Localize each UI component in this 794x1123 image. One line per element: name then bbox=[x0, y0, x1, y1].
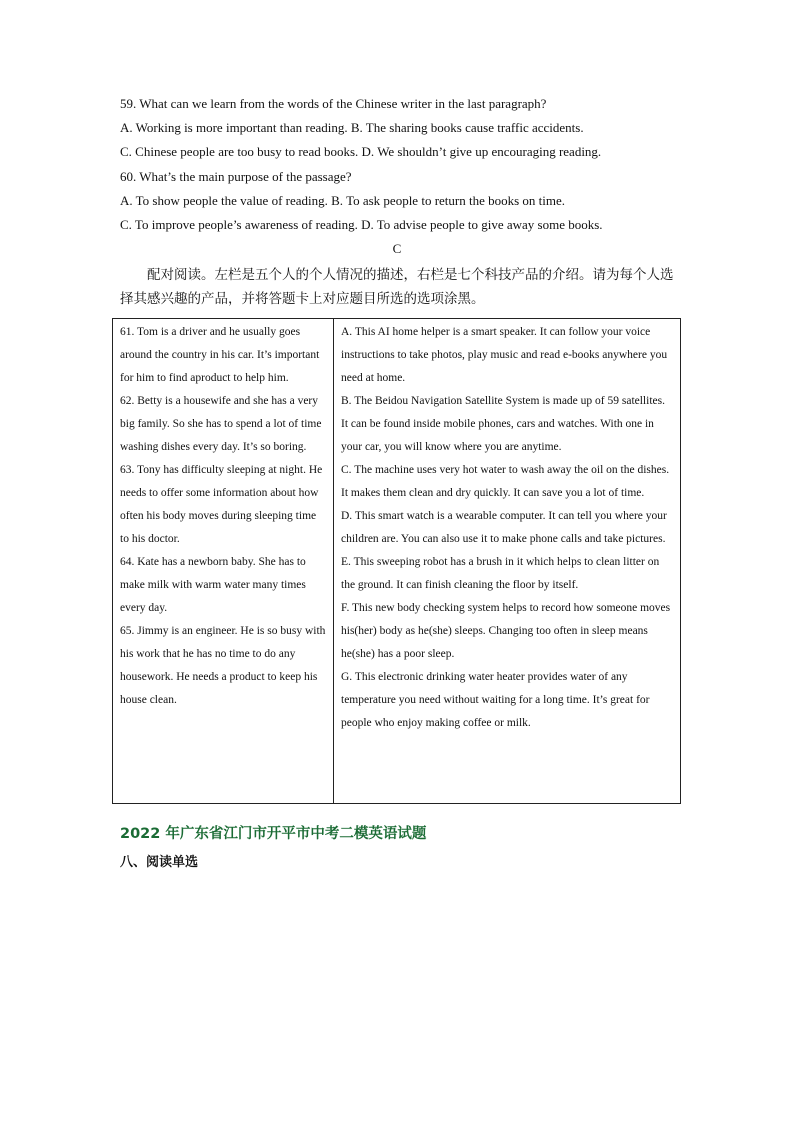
products-column bbox=[334, 319, 681, 804]
person-65: 65. Jimmy is an engineer. He is so busy with his work that he has no time to do any housework. He needs a product to keep his house clean. bbox=[120, 625, 326, 706]
product-f: F. This new body checking system helps to record how someone moves his(her) body as he(she) sleeps. Changing too often in sleep means he(she) has a poor sleep. bbox=[341, 602, 671, 660]
person-62: 62. Betty is a housewife and she has a very big family. So she has to spend a lot of time washing dishes every day. It’s so boring. bbox=[120, 395, 322, 453]
person-61: 61. Tom is a driver and he usually goes around the country in his car. It’s important for him to find aproduct to help him. bbox=[120, 326, 320, 384]
product-e: E. This sweeping robot has a brush in it which helps to clean litter on the ground. It can finish cleaning the floor by itself. bbox=[341, 556, 660, 591]
question-59: 59. What can we learn from the words of the Chinese writer in the last paragraph? bbox=[120, 96, 547, 111]
section-letter: C bbox=[392, 241, 402, 256]
question-60-options-cd: C. To improve people’s awareness of reading. D. To advise people to give away some books. bbox=[120, 217, 603, 232]
product-g: G. This electronic drinking water heater provides water of any temperature you need without waiting for a long time. It’s great for people who enjoy making coffee or milk. bbox=[341, 671, 650, 729]
question-59-options-ab: A. Working is more important than reading. B. The sharing books cause traffic accidents. bbox=[120, 120, 584, 135]
product-d: D. This smart watch is a wearable computer. It can tell you where your children are. You can also use it to make phone calls and take pictures. bbox=[341, 510, 667, 545]
section-heading: 八、阅读单选 bbox=[120, 855, 199, 870]
matching-table bbox=[112, 318, 681, 804]
product-a: A. This AI home helper is a smart speaker. It can follow your voice instructions to take photos, play music and read e-books anywhere you need at home. bbox=[341, 326, 668, 384]
matching-instructions: 配对阅读。左栏是五个人的个人情况的描述，右栏是七个科技产品的介绍。请为每个人选择其感兴趣的产品，并将答题卡上对应题目所选的选项涂黑。 bbox=[120, 267, 674, 307]
person-64: 64. Kate has a newborn baby. She has to make milk with warm water many times every day. bbox=[120, 556, 306, 614]
question-59-options-cd: C. Chinese people are too busy to read books. D. We shouldn’t give up encouraging reading. bbox=[120, 144, 602, 159]
product-b: B. The Beidou Navigation Satellite System is made up of 59 satellites. It can be found inside mobile phones, cars and watches. With one in your car, you will know where you are anytime. bbox=[341, 395, 665, 453]
exam-title: 2022 年广东省江门市开平市中考二模英语试题 bbox=[120, 826, 427, 842]
question-60: 60. What’s the main purpose of the passage? bbox=[120, 169, 352, 184]
product-c: C. The machine uses very hot water to wash away the oil on the dishes. It makes them clean and dry quickly. It can save you a lot of time. bbox=[341, 464, 670, 499]
person-63: 63. Tony has difficulty sleeping at night. He needs to offer some information about how often his body moves during sleeping time to his doctor. bbox=[120, 464, 323, 545]
question-60-options-ab: A. To show people the value of reading. B. To ask people to return the books on time. bbox=[120, 193, 566, 208]
people-column bbox=[113, 319, 334, 804]
